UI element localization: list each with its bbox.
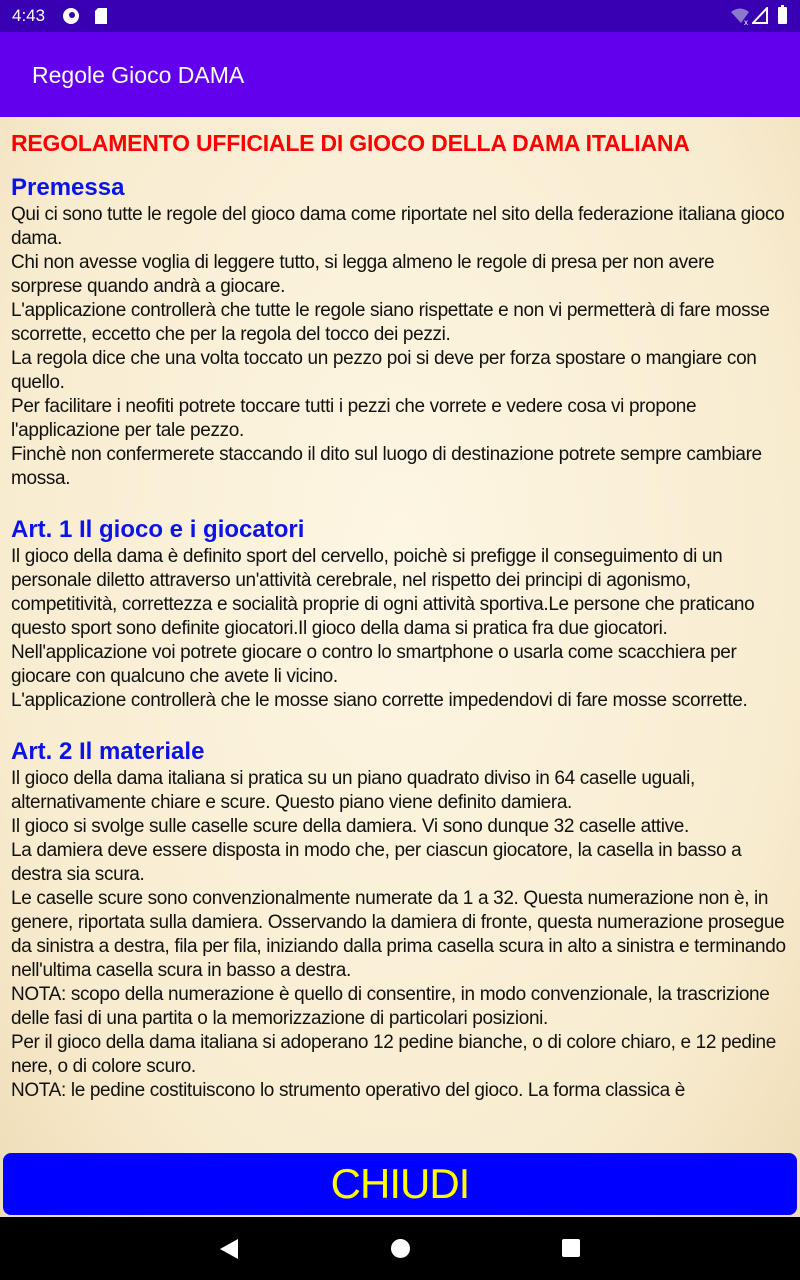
rules-paragraph: Qui ci sono tutte le regole del gioco dama come riportate nel sito della federazione italiana gioco dama. (11, 204, 785, 249)
data-saver-icon (62, 7, 80, 25)
rules-paragraph: NOTA: scopo della numerazione è quello di consentire, in modo convenzionale, la trascrizione delle fasi di una partita o la memorizzazione di particolari posizioni. (11, 984, 770, 1029)
rules-paragraph: Per il gioco della dama italiana si adoperano 12 pedine bianche, o di colore chiaro, e 12 pedine nere, o di colore scuro. (11, 1032, 776, 1077)
rules-section (11, 515, 789, 713)
rules-section (11, 737, 789, 1103)
rules-scroll-view[interactable] (0, 117, 800, 1217)
status-time: 4:43 (12, 6, 46, 25)
back-icon[interactable] (219, 1238, 239, 1260)
svg-text:x: x (744, 18, 748, 25)
rules-paragraph: L'applicazione controllerà che tutte le regole siano rispettate e non vi permetterà di fare mosse scorrette, eccetto che per la regola del tocco dei pezzi. (11, 300, 770, 345)
app-bar (0, 32, 800, 117)
rules-paragraph: NOTA: le pedine costituiscono lo strumento operativo del gioco. La forma classica è (11, 1080, 685, 1101)
rules-paragraph: L'applicazione controllerà che le mosse siano corrette impedendovi di fare mosse scorrette. (11, 690, 748, 711)
rules-paragraph: Il gioco della dama italiana si pratica su un piano quadrato diviso in 64 caselle uguali, alternativamente chiare e scure. Questo piano viene definito damiera. (11, 768, 695, 813)
section-heading: Art. 2 Il materiale (11, 738, 205, 765)
rules-paragraph: La regola dice che una volta toccato un pezzo poi si deve per forza spostare o mangiare con quello. (11, 348, 757, 393)
close-button[interactable]: CHIUDI (3, 1153, 797, 1215)
wifi-off-icon (730, 7, 752, 25)
document-title: REGOLAMENTO UFFICIALE DI GIOCO DELLA DAMA ITALIANA (11, 130, 690, 156)
sd-card-icon (94, 7, 108, 25)
rules-paragraph: Il gioco si svolge sulle caselle scure della damiera. Vi sono dunque 32 caselle attive. (11, 816, 689, 837)
battery-icon (778, 5, 788, 25)
recents-icon[interactable] (561, 1238, 581, 1258)
rules-paragraph: Le caselle scure sono convenzionalmente numerate da 1 a 32. Questa numerazione non è, in genere, riportata sulla damiera. Osservando la damiera di fronte, questa numerazione prosegue da sinistra a destra, fila per fila, iniziando dalla prima casella scura in alto a sinistra e terminando nell'ultima casella scura in basso a destra. (11, 888, 786, 981)
rules-paragraph: Nell'applicazione voi potrete giocare o contro lo smartphone o usarla come scacchiera per giocare con qualcuno che avete li vicino. (11, 642, 737, 687)
section-heading: Premessa (11, 174, 125, 201)
app-title: Regole Gioco DAMA (32, 62, 245, 88)
rules-paragraph: La damiera deve essere disposta in modo che, per ciascun giocatore, la casella in basso a destra sia scura. (11, 840, 742, 885)
rules-paragraph: Chi non avesse voglia di leggere tutto, si legga almeno le regole di presa per non avere sorprese quando andrà a giocare. (11, 252, 715, 297)
signal-icon (752, 7, 768, 24)
navigation-bar (0, 1217, 800, 1280)
home-icon[interactable] (390, 1238, 411, 1259)
rules-paragraph: Il gioco della dama è definito sport del cervello, poichè si prefigge il conseguimento di un personale diletto attraverso un'attività cerebrale, nel rispetto dei principi di agonismo, competitività, correttezza e socialità proprie di ogni attività sportiva.Le persone che praticano questo sport sono definite giocatori.Il gioco della dama si pratica fra due giocatori. (11, 546, 755, 639)
rules-section (11, 173, 789, 491)
status-bar (0, 0, 800, 32)
section-heading: Art. 1 Il gioco e i giocatori (11, 516, 305, 543)
rules-paragraph: Finchè non confermerete staccando il dito sul luogo di destinazione potrete sempre cambiare mossa. (11, 444, 762, 489)
rules-paragraph: Per facilitare i neofiti potrete toccare tutti i pezzi che vorrete e vedere cosa vi propone l'applicazione per tale pezzo. (11, 396, 697, 441)
